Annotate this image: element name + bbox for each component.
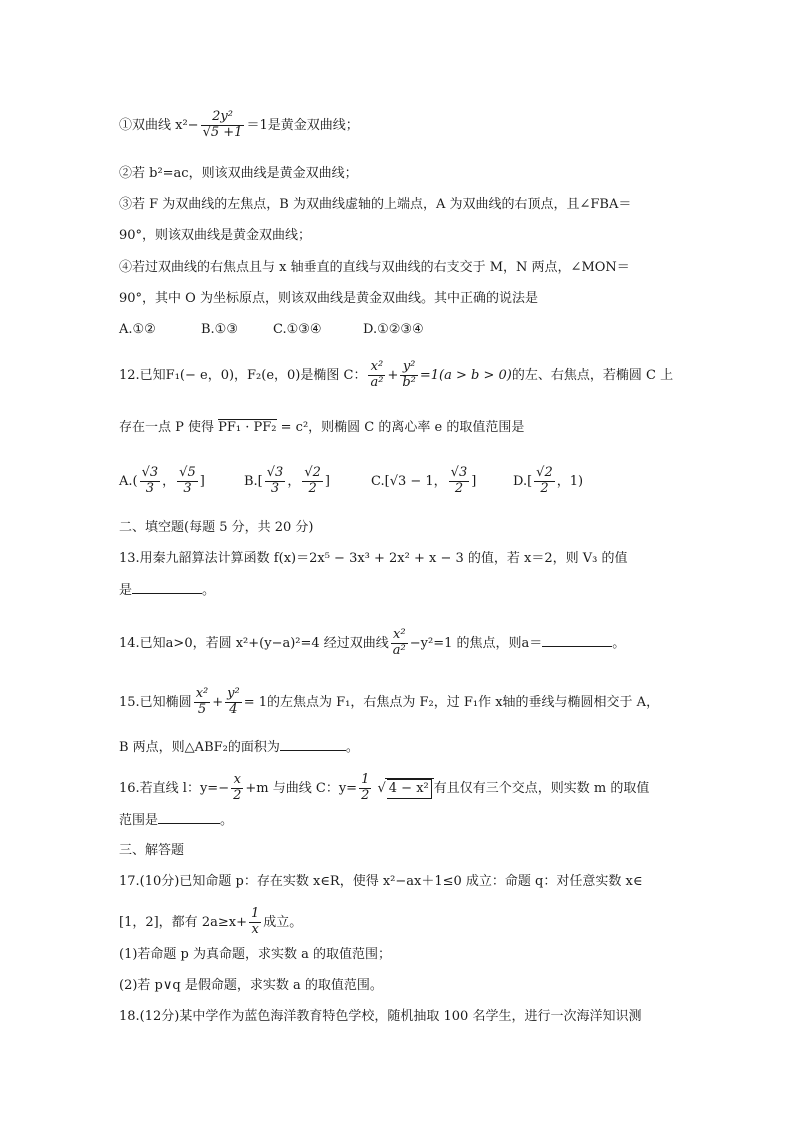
q16-line2-text: 范围是 <box>119 813 159 828</box>
fraction-denominator: 2 <box>454 480 464 496</box>
q11-item3-line1: ③若 F 为双曲线的左焦点，B 为双曲线虚轴的上端点，A 为双曲线的右顶点，且∠FBA＝ <box>119 197 632 212</box>
option-end: ] <box>199 473 205 489</box>
option-label: D.[ <box>513 473 533 489</box>
q11-item1-prefix: ①双曲线 x²− <box>119 117 199 133</box>
option-label: C.[ <box>371 473 390 489</box>
q17-line2-suffix: 成立。 <box>263 914 303 930</box>
section-fill-in-heading: 二、填空题(每题 5 分，共 20 分) <box>119 520 314 535</box>
fraction <box>265 466 286 497</box>
q15-prefix: 15.已知椭圆 <box>119 694 192 710</box>
fraction-denominator: 2 <box>361 787 370 803</box>
q13-answer-blank <box>132 581 202 594</box>
q13-line2-text: 是 <box>119 583 133 598</box>
q15-line2 <box>119 738 359 757</box>
fraction-numerator: √2 <box>536 465 553 480</box>
fraction <box>534 466 555 497</box>
fraction-numerator: y² <box>400 360 418 376</box>
q16-line1: 16.若直线 l：y=− $\frac{x}{2}$ +m 与曲线 C：y= $\frac{1}{2}$ √ 4 − x² 有且仅有三个交点，则实数 m 的取值 <box>119 772 650 803</box>
fraction <box>140 466 161 497</box>
q12-line2-prefix: 存在一点 P 使得 <box>119 420 219 435</box>
q12-option-a: A.( $\frac{√3}{3}$ ， $\frac{√5}{3}$ ] <box>119 465 205 496</box>
fraction-denominator: a² <box>392 642 406 658</box>
q18-line1: 18.(12分)某中学作为蓝色海洋教育特色学校，随机抽取 100 名学生，进行一次海洋知识测 <box>119 1009 642 1024</box>
fraction-numerator: x² <box>368 360 385 376</box>
q11-item1 <box>119 110 359 141</box>
q13-line1: 13.用秦九韶算法计算函数 f(x)＝2x⁵ − 3x³ + 2x² + x − 3 的值，若 x＝2，则 V₃ 的值 <box>119 551 628 566</box>
q12-prefix: 12.已知F₁(− e，0)，F₂(e，0)是椭图 C： <box>119 367 367 383</box>
fraction <box>449 466 470 497</box>
fraction-numerator: 2y² <box>201 110 245 126</box>
fraction-denominator: 2 <box>540 480 549 496</box>
option-end: ] <box>324 473 330 489</box>
fraction-numerator: √3 <box>266 465 284 480</box>
fraction-numerator: √3 <box>450 465 468 480</box>
q12-line1 <box>119 360 673 391</box>
fraction-denominator: 2 <box>308 480 317 496</box>
section-solve-heading: 三、解答题 <box>119 843 185 858</box>
fraction-numerator: x² <box>391 628 408 644</box>
q11-option-b: B.①③ <box>201 322 238 337</box>
q11-options <box>119 321 424 339</box>
q16-middle: +m 与曲线 C：y= <box>245 780 358 796</box>
q11-item3-line2: 90°，则该双曲线是黄金双曲线； <box>119 228 312 243</box>
fraction-denominator: b² <box>402 374 416 390</box>
q14-fraction <box>391 628 408 659</box>
period: 。 <box>345 740 359 755</box>
q11-option-d: D.①②③④ <box>363 322 424 337</box>
fraction-denominator: 5 <box>197 701 207 717</box>
q16-fraction-half <box>359 773 371 804</box>
q15-answer-blank <box>280 738 346 751</box>
fraction-denominator: 2 <box>233 787 242 803</box>
q17-line2-prefix: [1，2]，都有 2a≥x+ <box>119 914 247 930</box>
q16-sqrt-inner: 4 − x² <box>387 779 432 799</box>
period: 。 <box>202 583 216 598</box>
q14-prefix: 14.已知a>0，若圆 x²+(y−a)²=4 经过双曲线 <box>119 635 389 651</box>
fraction-denominator: 3 <box>270 480 280 496</box>
q11-item4-line2: 90°，其中 O 为坐标原点，则该双曲线是黄金双曲线。其中正确的说法是 <box>119 291 538 306</box>
q16-line2 <box>119 811 233 830</box>
q13-line2 <box>119 581 215 600</box>
option-end: ] <box>471 473 477 489</box>
q14-line <box>119 628 625 659</box>
q11-item4-line1: ④若过双曲线的右焦点且与 x 轴垂直的直线与双曲线的右支交于 M，N 两点，∠MON＝ <box>119 260 630 275</box>
q12-vector-product: PF₁ · PF₂ <box>218 420 277 435</box>
fraction-numerator: x <box>231 773 243 789</box>
fraction-numerator: √2 <box>304 465 321 480</box>
option-end: ，1) <box>556 473 584 489</box>
fraction-denominator: 4 <box>229 701 238 717</box>
fraction <box>177 466 198 497</box>
q12-suffix: 的左、右焦点，若椭圆 C 上 <box>511 367 674 383</box>
fraction-denominator: √5 +1 <box>202 124 243 140</box>
q16-fraction-x2 <box>231 773 243 804</box>
fraction-numerator: √3 <box>141 465 159 480</box>
option-middle: √3 − 1， <box>389 473 447 489</box>
q12-line2 <box>119 419 524 437</box>
fraction-denominator: 3 <box>145 480 155 496</box>
period: 。 <box>612 635 626 651</box>
q11-item2: ②若 b²=ac，则该双曲线是黄金双曲线； <box>119 166 358 181</box>
q11-item1-suffix: ＝1是黄金双曲线； <box>246 117 359 133</box>
q12-line2-suffix: = c²，则椭圆 C 的离心率 e 的取值范围是 <box>276 420 525 435</box>
q17-line1: 17.(10分)已知命题 p：存在实数 x∈R，使得 x²−ax＋1≤0 成立：命题 q：对任意实数 x∈ <box>119 874 643 889</box>
plus-sign: + <box>387 367 399 383</box>
q12-option-c <box>371 466 513 497</box>
q15-fraction-y <box>225 687 242 718</box>
fraction-numerator: x² <box>195 686 209 701</box>
q17-sub2: (2)若 p∨q 是假命题，求实数 a 的取值范围。 <box>119 978 383 993</box>
q16-sqrt <box>385 778 434 799</box>
q17-fraction <box>249 907 261 938</box>
q12-options <box>119 466 583 497</box>
q12-option-d <box>513 466 583 497</box>
q17-line2 <box>119 907 302 938</box>
q14-suffix: −y²=1 的焦点，则a＝ <box>409 635 543 651</box>
q11-option-c: C.①③④ <box>273 322 322 337</box>
q11-option-a: A.①② <box>119 322 156 337</box>
q15-fraction-x <box>194 687 211 718</box>
q16-answer-blank <box>158 811 220 824</box>
fraction-denominator: a² <box>370 374 384 390</box>
q12-option-b: B.[ $\frac{√3}{3}$ ， $\frac{√2}{2}$ ] <box>244 465 330 496</box>
fraction-denominator: x <box>251 921 259 937</box>
fraction-denominator: 3 <box>183 480 192 496</box>
q12-frac-x2a2 <box>368 360 385 391</box>
fraction <box>302 466 323 497</box>
period: 。 <box>220 813 234 828</box>
q11-item1-fraction <box>201 110 245 141</box>
fraction-numerator: √5 <box>179 465 196 480</box>
fraction-numerator: y² <box>227 686 240 701</box>
q15-line2-text: B 两点，则△ABF₂的面积为 <box>119 740 280 755</box>
q15-line1 <box>119 687 659 718</box>
plus-sign: + <box>212 694 224 710</box>
q14-answer-blank <box>542 634 612 647</box>
fraction-numerator: 1 <box>250 906 260 921</box>
q17-sub1: (1)若命题 p 为真命题，求实数 a 的取值范围； <box>119 947 392 962</box>
option-label: A.( <box>119 473 138 489</box>
q16-suffix: 有且仅有三个交点，则实数 m 的取值 <box>433 780 650 796</box>
q12-condition: =1(a > b > 0) <box>419 367 512 383</box>
q15-suffix: = 1的左焦点为 F₁，右焦点为 F₂，过 F₁作 x轴的垂线与椭圆相交于 A， <box>243 694 660 710</box>
q12-frac-y2b2 <box>400 360 418 391</box>
fraction-numerator: 1 <box>361 772 370 787</box>
option-label: B.[ <box>244 473 263 489</box>
q16-prefix: 16.若直线 l：y=− <box>119 780 230 796</box>
